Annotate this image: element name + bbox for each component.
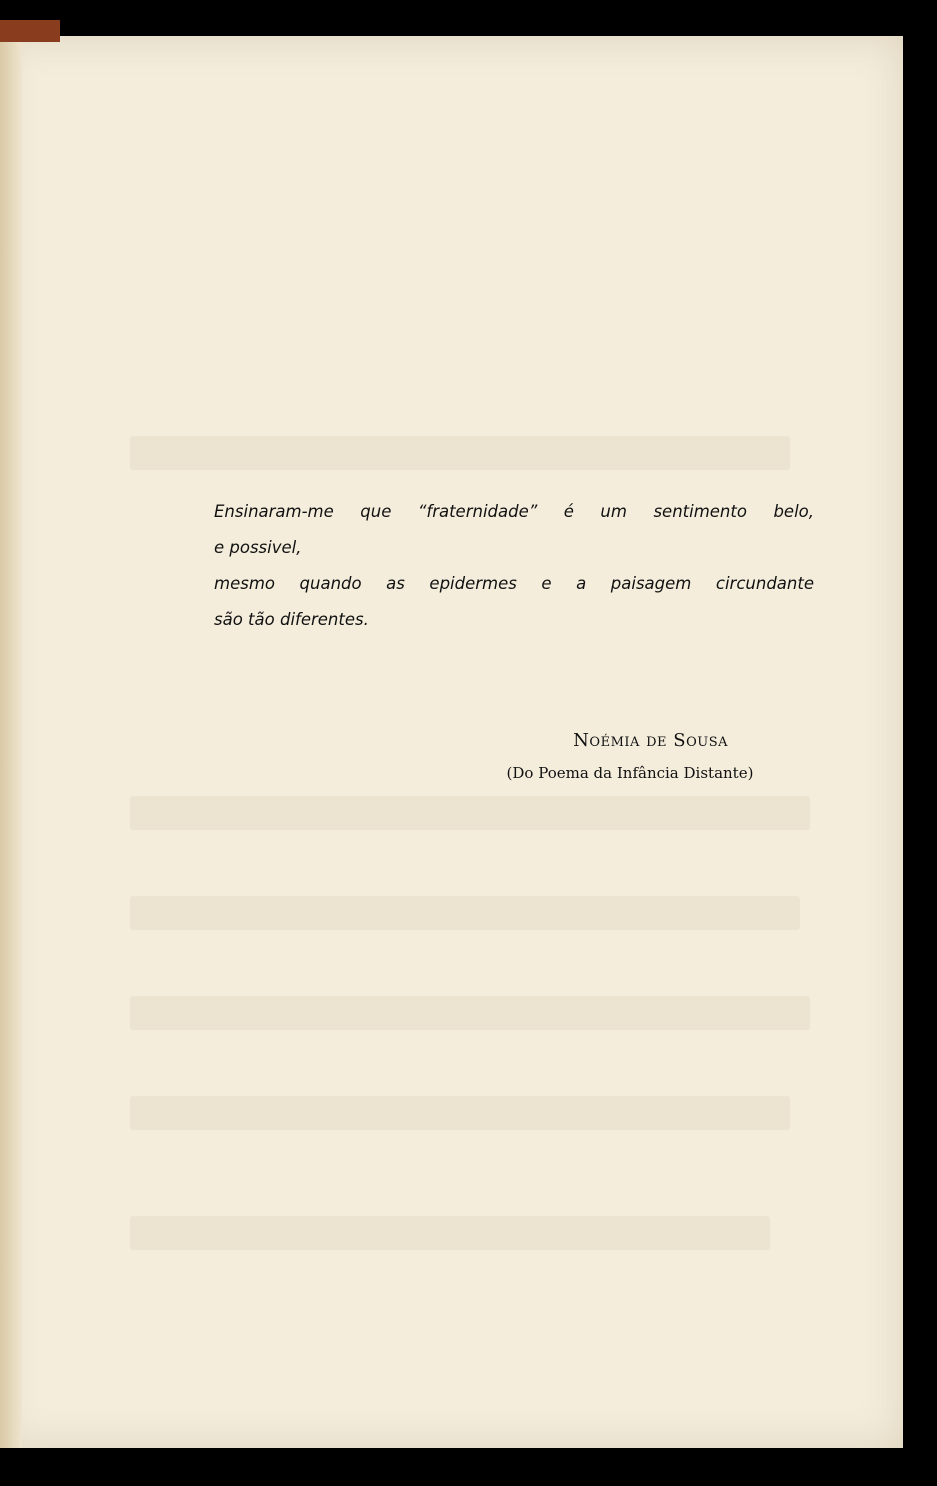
epigraph-line: Ensinaram-me que “fraternidade” é um sentimento belo, xyxy=(214,502,814,521)
bleed-through-text xyxy=(130,796,810,830)
bleed-through-text xyxy=(130,896,800,930)
epigraph-line: e possivel, xyxy=(214,538,302,557)
epigraph xyxy=(214,494,814,638)
bleed-through-text xyxy=(130,1216,770,1250)
epigraph-line: mesmo quando as epidermes e a paisagem circundante xyxy=(214,574,814,593)
book-page xyxy=(0,36,903,1448)
bleed-through-text xyxy=(130,436,790,470)
binding-tab xyxy=(0,20,60,42)
bleed-through-text xyxy=(130,1096,790,1130)
bleed-through-text xyxy=(130,996,810,1030)
epigraph-author: Noémia de Sousa xyxy=(573,730,728,751)
epigraph-source: (Do Poema da Infância Distante) xyxy=(506,764,754,782)
epigraph-line: são tão diferentes. xyxy=(214,610,369,629)
book-spine-edge xyxy=(0,36,22,1448)
